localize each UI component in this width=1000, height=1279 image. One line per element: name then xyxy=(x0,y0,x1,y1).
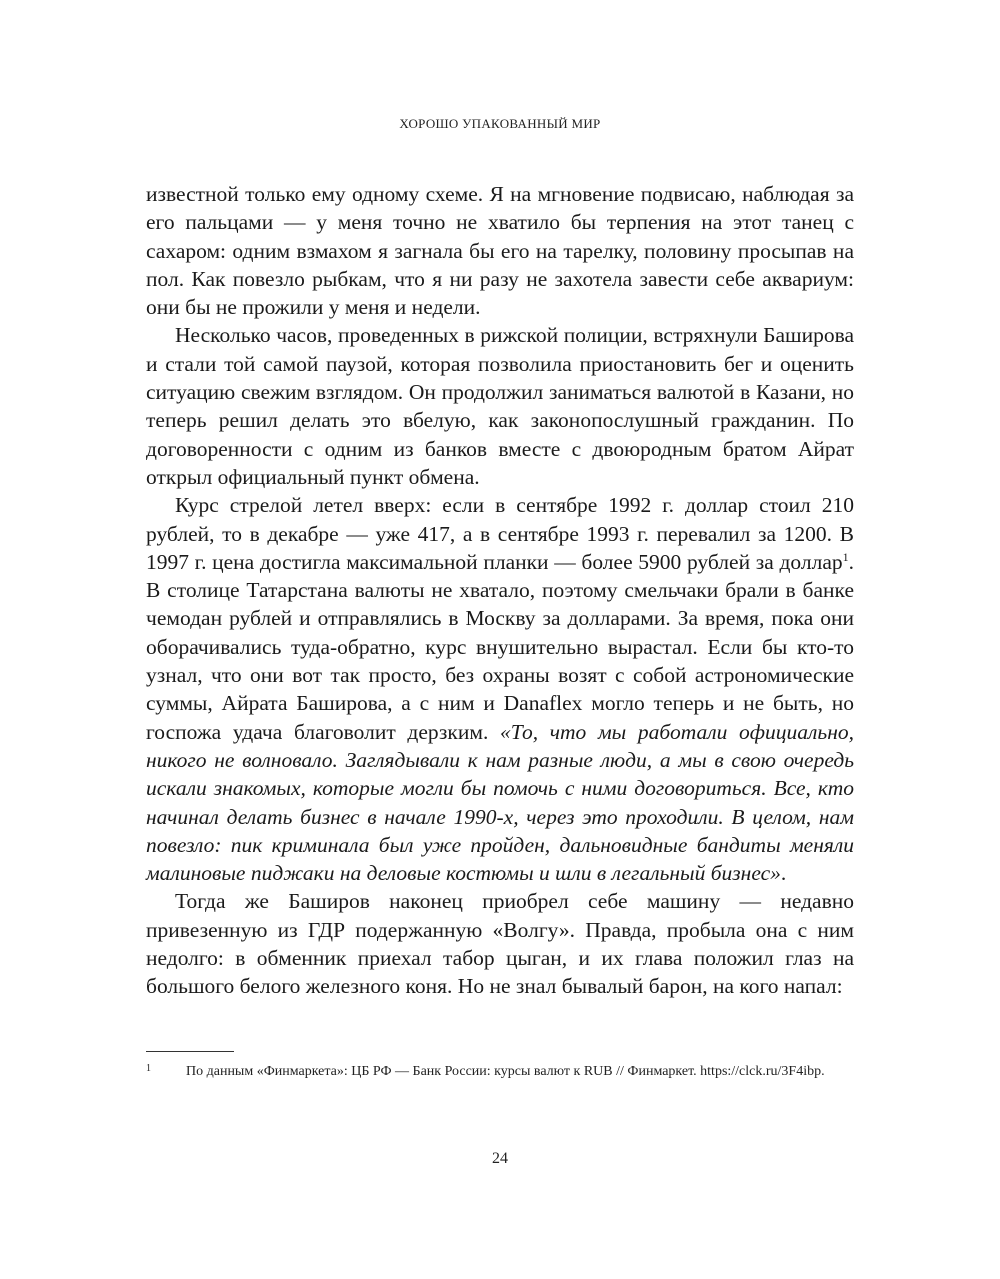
paragraph xyxy=(146,491,854,887)
paragraph: известной только ему одному схеме. Я на мгновение подвисаю, наблюдая за его пальцами — у меня точно не хватило бы терпения на этот танец с сахаром: одним взмахом я загнала бы его на тарелку, половину просыпав на пол. Как повезло рыбкам, что я ни разу не захотела завести себе аквариум: они бы не прожили у меня и недели. xyxy=(146,182,854,320)
footnote-divider xyxy=(146,1051,234,1052)
quotation: «То, что мы работали официально, никого не волновало. Заглядывали к нам разные люди, а мы в свою очередь искали знакомых, которые могли бы помочь с ними договориться. Все, кто начинал делать бизнес в начале 1990-х, через это проходили. В целом, нам повезло: пик криминала был уже пройден, дальновидные бандиты меняли малиновые пиджаки на деловые костюмы и шли в легальный бизнес» xyxy=(146,719,854,886)
paragraph-text: Курс стрелой летел вверх: если в сентябре 1992 г. доллар стоил 210 рублей, то в декабре — уже 417, а в сентябре 1993 г. перевалил за 1200. В 1997 г. цена достигла максимальной планки — более 5900 рублей за доллар xyxy=(146,493,854,574)
page-number: 24 xyxy=(492,1150,508,1167)
main-text xyxy=(146,180,854,1001)
footnote xyxy=(146,1062,854,1082)
paragraph-text: . xyxy=(780,861,787,886)
footnote-text: По данным «Финмаркета»: ЦБ РФ — Банк России: курсы валют к RUB // Финмаркет. https://clck.ru/3F4ibp. xyxy=(186,1064,825,1079)
paragraph: Несколько часов, проведенных в рижской полиции, встряхнули Баширова и стали той самой паузой, которая позволила приостановить бег и оценить ситуацию свежим взглядом. Он продолжил заниматься валютой в Казани, но теперь решил делать это вбелую, как законопослушный гражданин. По договоренности с одним из банков вместе с двоюродным братом Айрат открыл официальный пункт обмена. xyxy=(146,323,854,489)
paragraph-text: . В столице Татарстана валюты не хватало, поэтому смельчаки брали в банке чемодан рублей и отправлялись в Москву за долларами. За время, пока они оборачивались туда-обратно, курс внушительно вырастал. Если бы кто-то узнал, что они вот так просто, без охраны возят с собой астрономические суммы, Айрата Баширова, а с ним и Danaflex могло теперь и не быть, но госпожа удача благоволит дерзким. xyxy=(146,549,854,744)
running-head: ХОРОШО УПАКОВАННЫЙ МИР xyxy=(399,116,601,131)
paragraph: Тогда же Баширов наконец приобрел себе машину — недавно привезенную из ГДР подержанную «Волгу». Правда, пробыла она с ним недолго: в обменник приехал табор цыган, и их глава положил глаз на большого белого железного коня. Но не знал бывалый барон, на кого напал: xyxy=(146,889,854,999)
footnote-mark: 1 xyxy=(146,1063,151,1074)
footnote-reference[interactable]: 1 xyxy=(842,549,849,564)
